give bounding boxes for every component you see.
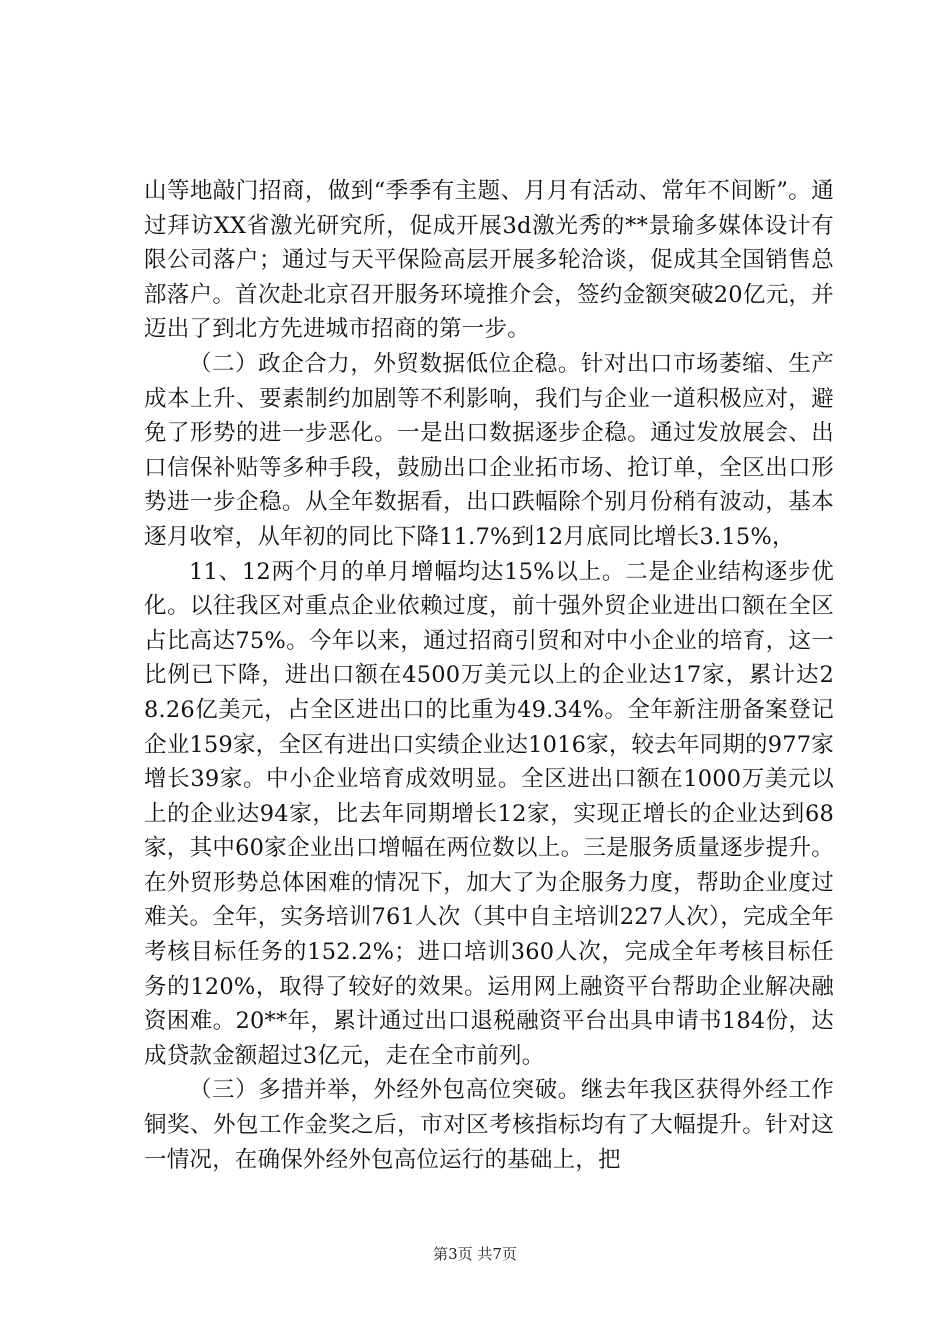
paragraph-3: 11、12两个月的单月增幅均达15%以上。二是企业结构逐步优化。以往我区对重点企业依赖过度，前十强外贸企业进出口额在全区占比高达75%。今年以来，通过招商引贸和对中小企业的培育，这一比例已下降，进出口额在4500万美元以上的企业达17家，累计达28.26亿美元，占全区进出口的比重为49.34%。全年新注册备案登记企业159家，全区有进出口实绩企业达1016家，较去年同期的977家增长39家。中小企业培育成效明显。全区进出口额在1000万美元以上的企业达94家，比去年同期增长12家，实现正增长的企业达到68家，其中60家企业出口增幅在两位数以上。三是服务质量逐步提升。在外贸形势总体困难的情况下，加大了为企服务力度，帮助企业度过难关。全年，实务培训761人次（其中自主培训227人次），完成全年考核目标任务的152.2%；进口培训360人次，完成全年考核目标任务的120%，取得了较好的效果。运用网上融资平台帮助企业解决融资困难。20**年，累计通过出口退税融资平台出具申请书184份，达成贷款金额超过3亿元，走在全市前列。 bbox=[144, 558, 834, 1069]
page-number-footer: 第3页 共7页 bbox=[433, 1245, 517, 1263]
paragraph-4: （三）多措并举，外经外包高位突破。继去年我区获得外经工作铜奖、外包工作金奖之后，市对区考核指标均有了大幅提升。针对这一情况，在确保外经外包高位运行的基础上，把 bbox=[144, 1077, 834, 1173]
paragraph-1: 山等地敲门招商，做到“季季有主题、月月有活动、常年不间断”。通过拜访XX省激光研究所，促成开展3d激光秀的**景瑜多媒体设计有限公司落户；通过与天平保险高层开展多轮洽谈，促成其全国销售总部落户。首次赴北京召开服务环境推介会，签约金额突破20亿元，并迈出了到北方先进城市招商的第一步。 bbox=[144, 178, 834, 343]
document-body bbox=[144, 174, 834, 1177]
paragraph-2: （二）政企合力，外贸数据低位企稳。针对出口市场萎缩、生产成本上升、要素制约加剧等不利影响，我们与企业一道积极应对，避免了形势的进一步恶化。一是出口数据逐步企稳。通过发放展会、出口信保补贴等多种手段，鼓励出口企业拓市场、抢订单，全区出口形势进一步企稳。从全年数据看，出口跌幅除个别月份稍有波动，基本逐月收窄，从年初的同比下降11.7%到12月底同比增长3.15%， bbox=[144, 350, 834, 550]
